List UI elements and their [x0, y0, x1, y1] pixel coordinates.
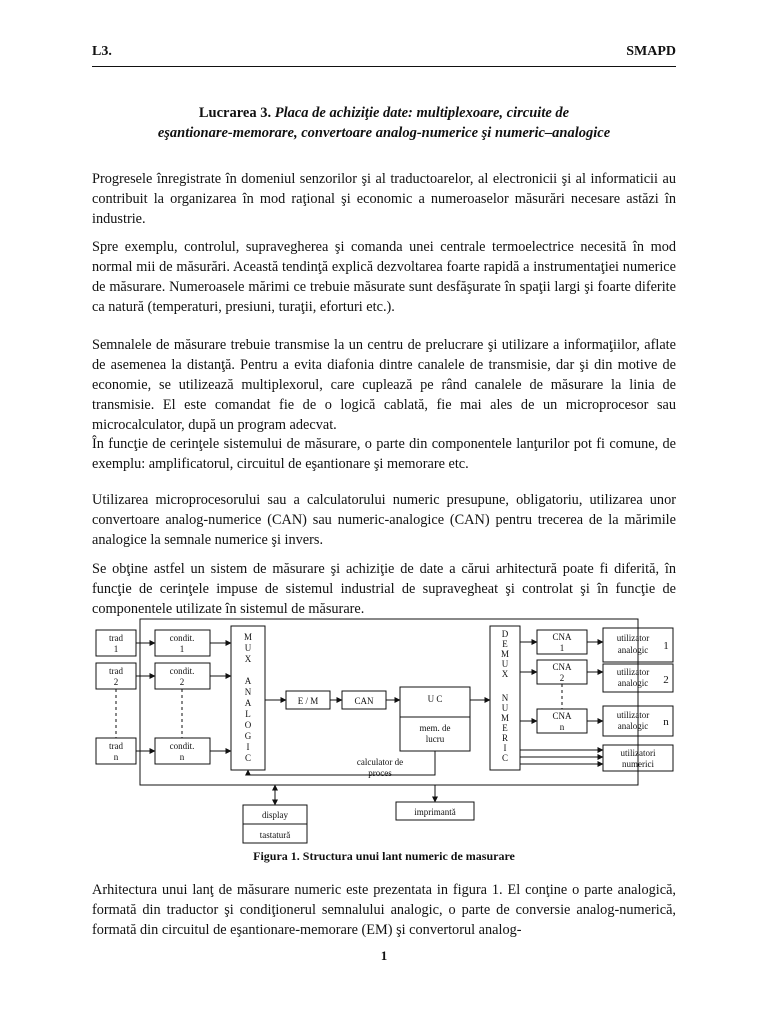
- uc-label: U C: [427, 694, 443, 704]
- paragraph-2: Spre exemplu, controlul, supravegherea şi comanda unei centrale termoelectrice necesită în mod normal mii de măsurări. Această tendinţă explică dezvoltarea foarte rapidă a instrumentaţiei numerice de măsurare. Numeroasele mărimi ce trebuie măsurate sunt desfăşurate în spaţii largi şi foarte diferite ca natură (temperaturi, presiuni, turaţii, eforturi etc.).: [92, 239, 676, 315]
- document-title: [92, 103, 676, 143]
- cna-2-label: CNA: [552, 662, 572, 672]
- paragraph-6: Se obţine astfel un sistem de măsurare şi achiziţie de date a cărui arhitectură poate fi diferită, în funcţie de cerinţele impuse de sistemul industrial de supravegheat şi controlat şi în funcţie de componentele utilizate în sistemul de măsurare.: [92, 561, 676, 617]
- trad-2-num: 2: [113, 677, 119, 687]
- svg-text:M: M: [500, 713, 510, 723]
- paragraph-1: Progresele înregistrate în domeniul senzorilor şi al traductoarelor, al electronicii şi al informaticii au contribuit la organizarea în mod raţional şi economic a numeroaselor măsurări necesare astăzi în industrie.: [92, 171, 676, 227]
- util-n-index: n: [663, 716, 669, 728]
- util-n-label2: analogic: [617, 721, 649, 731]
- figure-1-diagram: [90, 617, 680, 847]
- trad-1-label: trad: [109, 633, 123, 643]
- figure-caption: Figura 1. Structura unui lant numeric de masurare: [253, 849, 515, 863]
- svg-text:L: L: [245, 709, 251, 719]
- title-line1: Placa de achiziţie date: multiplexoare, circuite de: [274, 105, 570, 121]
- svg-text:R: R: [501, 733, 509, 743]
- svg-text:I: I: [503, 743, 507, 753]
- paragraph-3: Semnalele de măsurare trebuie transmise la un centru de prelucrare şi utilizare a informaţiilor, aflate de asemenea la distanţă. Pentru a evita diafonia dintre canalele de transmisie, dar şi din motive de economie, se utilizează multiplexorul, care cuplează pe rând canalele de măsurare la linia de transmisie. El este comandat fie de o logică cablată, fie mai ales de un microprocesor sau microcalculator, după un program adecvat.: [92, 337, 676, 433]
- mux-letters: [244, 632, 252, 763]
- condit-2-label: condit.: [169, 666, 195, 676]
- mem-label-2: lucru: [425, 734, 445, 744]
- util-n-label: utilizator: [616, 710, 650, 720]
- calc-label-1: calculator de: [356, 757, 404, 767]
- page-number: 1: [380, 948, 388, 963]
- util-2-index: 2: [663, 674, 669, 686]
- util-num-label: utilizatori: [620, 748, 656, 758]
- svg-text:E: E: [502, 639, 508, 649]
- em-label: E / M: [297, 696, 319, 706]
- svg-text:G: G: [244, 731, 252, 741]
- svg-text:N: N: [501, 693, 509, 703]
- svg-text:U: U: [501, 703, 509, 713]
- calc-label-2: proces: [368, 768, 392, 778]
- paragraph-7: Arhitectura unui lanţ de măsurare numeric este prezentata in figura 1. El conţine o parte analogică, formată din traductor şi condiţionerul semnalului analogic, o parte de conversie analog-numerică, formată din circuitul de eşantionare-memorare (EM) şi convertorul analog-: [92, 882, 676, 938]
- svg-text:M: M: [500, 649, 510, 659]
- tastatura-label: tastatură: [259, 830, 291, 840]
- trad-n-num: n: [113, 752, 119, 762]
- cna-1-num: 1: [559, 643, 565, 653]
- svg-text:E: E: [502, 723, 508, 733]
- trad-2-label: trad: [109, 666, 123, 676]
- title-line2: eşantionare-memorare, convertoare analog-numerice şi numeric–analogice: [157, 125, 611, 141]
- util-1-label2: analogic: [617, 645, 649, 655]
- title-prefix: Lucrarea 3.: [198, 105, 275, 121]
- cna-2-num: 2: [559, 673, 565, 683]
- svg-text:N: N: [244, 687, 252, 697]
- cna-n-num: n: [559, 722, 565, 732]
- util-num-label2: numerici: [622, 759, 654, 769]
- condit-n-label: condit.: [169, 741, 195, 751]
- svg-text:C: C: [501, 753, 509, 763]
- display-label: display: [262, 810, 288, 820]
- header-left: L3.: [92, 44, 112, 59]
- svg-text:D: D: [501, 629, 509, 639]
- util-2-label2: analogic: [617, 678, 649, 688]
- cna-1-label: CNA: [552, 632, 572, 642]
- condit-1-label: condit.: [169, 633, 195, 643]
- util-1-label: utilizator: [616, 633, 650, 643]
- util-1-index: 1: [663, 640, 669, 652]
- condit-1-num: 1: [179, 644, 185, 654]
- svg-text:A: A: [244, 698, 252, 708]
- svg-text:M: M: [243, 632, 253, 642]
- svg-text:A: A: [244, 676, 252, 686]
- condit-2-num: 2: [179, 677, 185, 687]
- svg-text:C: C: [244, 753, 252, 763]
- svg-text:U: U: [501, 659, 509, 669]
- trad-1-num: 1: [113, 644, 119, 654]
- paragraph-4: În funcţie de cerinţele sistemului de măsurare, o parte din componentele lanţurilor pot fi comune, de exemplu: amplificatorul, circuitul de eşantionare şi memorare etc.: [92, 436, 676, 472]
- paragraph-5: Utilizarea microprocesorului sau a calculatorului numeric presupune, obligatoriu, utilizarea unor convertoare analog-numerice (CAN) sau numeric-analogice (CAN) pentru trecerea de la mărimile analogice la semnale numerice şi invers.: [92, 492, 676, 548]
- svg-text:I: I: [246, 742, 250, 752]
- mem-label-1: mem. de: [419, 723, 451, 733]
- can-label: CAN: [354, 696, 374, 706]
- demux-letters: [501, 629, 509, 763]
- svg-text:X: X: [244, 654, 252, 664]
- util-2-label: utilizator: [616, 667, 650, 677]
- svg-text:U: U: [244, 643, 252, 653]
- cna-n-label: CNA: [552, 711, 572, 721]
- condit-n-num: n: [179, 752, 185, 762]
- svg-text:X: X: [501, 669, 509, 679]
- header-rule: [92, 66, 676, 67]
- imprimanta-label: imprimantă: [414, 807, 456, 817]
- svg-text:O: O: [244, 720, 252, 730]
- trad-n-label: trad: [109, 741, 123, 751]
- header-right: SMAPD: [626, 44, 676, 59]
